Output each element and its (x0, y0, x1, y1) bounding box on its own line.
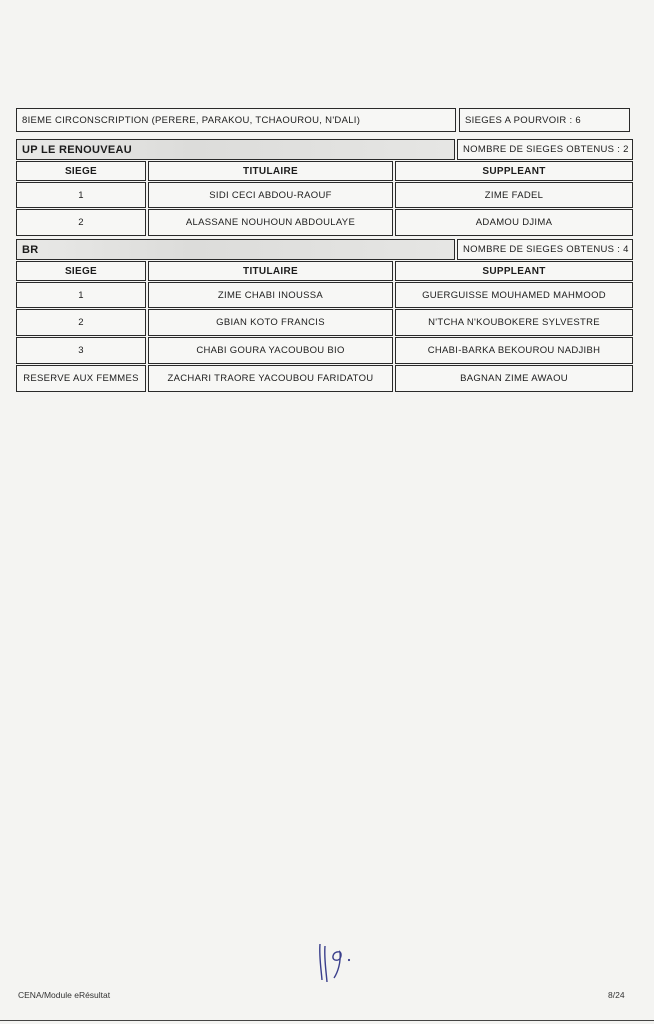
party-2-row-3-suppleant: CHABI-BARKA BEKOUROU NADJIBH (395, 337, 633, 364)
seats-to-fill: SIEGES A POURVOIR : 6 (459, 108, 630, 132)
party-1-row-1-siege: 1 (16, 182, 146, 208)
party-2-row-1-titulaire: ZIME CHABI INOUSSA (148, 282, 393, 308)
party-2-row-3-titulaire: CHABI GOURA YACOUBOU BIO (148, 337, 393, 364)
party-2-row-1-suppleant: GUERGUISSE MOUHAMED MAHMOOD (395, 282, 633, 308)
party-2-row-4-siege: RESERVE AUX FEMMES (16, 365, 146, 392)
party-1-seats-obtained: NOMBRE DE SIEGES OBTENUS : 2 (457, 139, 633, 160)
party-1-row-2-titulaire: ALASSANE NOUHOUN ABDOULAYE (148, 209, 393, 236)
circonscription-title: 8IEME CIRCONSCRIPTION (PERERE, PARAKOU, TCHAOUROU, N'DALI) (16, 108, 456, 132)
party-1-col-siege: SIEGE (16, 161, 146, 181)
footer-source: CENA/Module eRésultat (18, 990, 111, 1000)
signature-initials (310, 938, 360, 986)
party-2-col-siege: SIEGE (16, 261, 146, 281)
party-1-row-2-siege: 2 (16, 209, 146, 236)
party-2-row-2-suppleant: N'TCHA N'KOUBOKERE SYLVESTRE (395, 309, 633, 336)
party-1-row-1-titulaire: SIDI CECI ABDOU-RAOUF (148, 182, 393, 208)
party-1-col-titulaire: TITULAIRE (148, 161, 393, 181)
party-1-col-suppleant: SUPPLEANT (395, 161, 633, 181)
party-2-row-4-titulaire: ZACHARI TRAORE YACOUBOU FARIDATOU (148, 365, 393, 392)
bottom-rule (0, 1020, 654, 1022)
party-2-row-1-siege: 1 (16, 282, 146, 308)
party-2-col-suppleant: SUPPLEANT (395, 261, 633, 281)
party-2-name: BR (22, 243, 39, 256)
party-1-name: UP LE RENOUVEAU (22, 143, 133, 156)
party-2-row-2-siege: 2 (16, 309, 146, 336)
party-2-row-2-titulaire: GBIAN KOTO FRANCIS (148, 309, 393, 336)
party-2-name-bar (16, 239, 455, 260)
footer-page-number: 8/24 (608, 990, 625, 1000)
party-2-seats-obtained: NOMBRE DE SIEGES OBTENUS : 4 (457, 239, 633, 260)
party-1-name-bar (16, 139, 455, 160)
party-2-col-titulaire: TITULAIRE (148, 261, 393, 281)
party-2-row-4-suppleant: BAGNAN ZIME AWAOU (395, 365, 633, 392)
party-1-row-2-suppleant: ADAMOU DJIMA (395, 209, 633, 236)
party-1-row-1-suppleant: ZIME FADEL (395, 182, 633, 208)
party-2-row-3-siege: 3 (16, 337, 146, 364)
